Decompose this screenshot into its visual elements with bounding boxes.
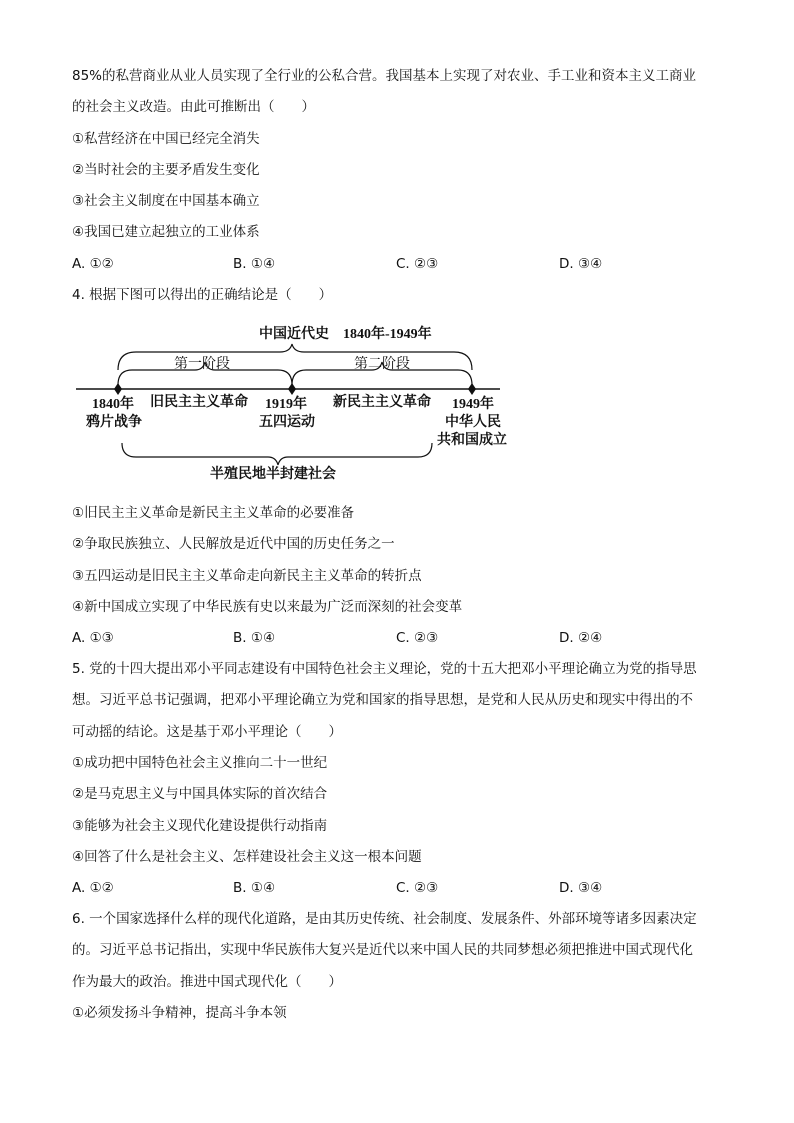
year-1840: 1840年 bbox=[92, 397, 134, 412]
event-prc-line-1: 中华人民 bbox=[445, 415, 501, 430]
q5-item-4: ④回答了什么是社会主义、怎样建设社会主义这一根本问题 bbox=[72, 849, 422, 865]
q6-stem-line-1: 6. 一个国家选择什么样的现代化道路，是由其历史传统、社会制度、发展条件、外部环境等诸多因素决定 bbox=[72, 911, 697, 927]
q5-stem-line-2: 想。习近平总书记强调，把邓小平理论确立为党和国家的指导思想，是党和人民从历史和现实中得出的不 bbox=[72, 692, 693, 708]
event-may-fourth: 五四运动 bbox=[259, 415, 315, 430]
q5-option-c[interactable]: C. ②③ bbox=[396, 880, 439, 896]
q6-item-1: ①必须发扬斗争精神，提高斗争本领 bbox=[72, 1005, 287, 1021]
diagram-title: 中国近代史 1840年-1949年 bbox=[259, 327, 432, 342]
q6-stem-line-2: 的。习近平总书记指出，实现中华民族伟大复兴是近代以来中国人民的共同梦想必须把推进中国式现代化 bbox=[72, 942, 693, 958]
society-brace bbox=[122, 443, 432, 465]
q5-stem-line-3: 可动摇的结论。这是基于邓小平理论（ ） bbox=[72, 724, 342, 740]
q5-option-b[interactable]: B. ①④ bbox=[233, 880, 276, 896]
q4-item-1: ①旧民主主义革命是新民主主义革命的必要准备 bbox=[72, 505, 355, 521]
year-1919: 1919年 bbox=[265, 397, 307, 412]
q5-option-d[interactable]: D. ③④ bbox=[559, 880, 603, 896]
q5-stem-line-1: 5. 党的十四大提出邓小平同志建设有中国特色社会主义理论，党的十五大把邓小平理论确立为党的指导思 bbox=[72, 661, 697, 677]
q4-item-3: ③五四运动是旧民主主义革命走向新民主主义革命的转折点 bbox=[72, 568, 422, 584]
society-label: 半殖民地半封建社会 bbox=[210, 467, 336, 482]
q3-option-c[interactable]: C. ②③ bbox=[396, 256, 439, 272]
q3-stem-line-2: 的社会主义改造。由此可推断出（ ） bbox=[72, 99, 315, 115]
q4-option-d[interactable]: D. ②④ bbox=[559, 630, 603, 646]
q4-option-b[interactable]: B. ①④ bbox=[233, 630, 276, 646]
q5-item-1: ①成功把中国特色社会主义推向二十一世纪 bbox=[72, 755, 328, 771]
q5-option-a[interactable]: A. ①② bbox=[72, 880, 114, 896]
q4-option-a[interactable]: A. ①③ bbox=[72, 630, 114, 646]
old-democratic-revolution: 旧民主主义革命 bbox=[150, 395, 248, 410]
marker-1949 bbox=[468, 383, 476, 395]
period-brace bbox=[118, 344, 472, 370]
new-democratic-revolution: 新民主主义革命 bbox=[333, 395, 431, 410]
q3-option-a[interactable]: A. ①② bbox=[72, 256, 114, 272]
year-1949: 1949年 bbox=[452, 397, 494, 412]
q6-stem-line-3: 作为最大的政治。推进中国式现代化（ ） bbox=[72, 974, 342, 990]
q3-item-2: ②当时社会的主要矛盾发生变化 bbox=[72, 162, 260, 178]
q4-item-4: ④新中国成立实现了中华民族有史以来最为广泛而深刻的社会变革 bbox=[72, 599, 463, 615]
q4-item-2: ②争取民族独立、人民解放是近代中国的历史任务之一 bbox=[72, 536, 395, 552]
q5-item-2: ②是马克思主义与中国具体实际的首次结合 bbox=[72, 786, 328, 802]
q3-item-4: ④我国已建立起独立的工业体系 bbox=[72, 224, 260, 240]
q4-option-c[interactable]: C. ②③ bbox=[396, 630, 439, 646]
stage1-label: 第一阶段 bbox=[174, 357, 230, 372]
q3-option-b[interactable]: B. ①④ bbox=[233, 256, 276, 272]
q3-option-d[interactable]: D. ③④ bbox=[559, 256, 603, 272]
q3-item-3: ③社会主义制度在中国基本确立 bbox=[72, 193, 260, 209]
marker-1840 bbox=[114, 383, 122, 395]
q3-item-1: ①私营经济在中国已经完全消失 bbox=[72, 131, 260, 147]
stage2-label: 第二阶段 bbox=[354, 357, 410, 372]
q3-stem-line-1: 85%的私营商业从业人员实现了全行业的公私合营。我国基本上实现了对农业、手工业和资本主义工商业 bbox=[72, 68, 697, 84]
q4-stem: 4. 根据下图可以得出的正确结论是（ ） bbox=[72, 287, 333, 303]
event-prc-line-2: 共和国成立 bbox=[437, 433, 507, 448]
event-opium-war: 鸦片战争 bbox=[86, 415, 142, 430]
q5-item-3: ③能够为社会主义现代化建设提供行动指南 bbox=[72, 818, 328, 834]
marker-1919 bbox=[288, 383, 296, 395]
